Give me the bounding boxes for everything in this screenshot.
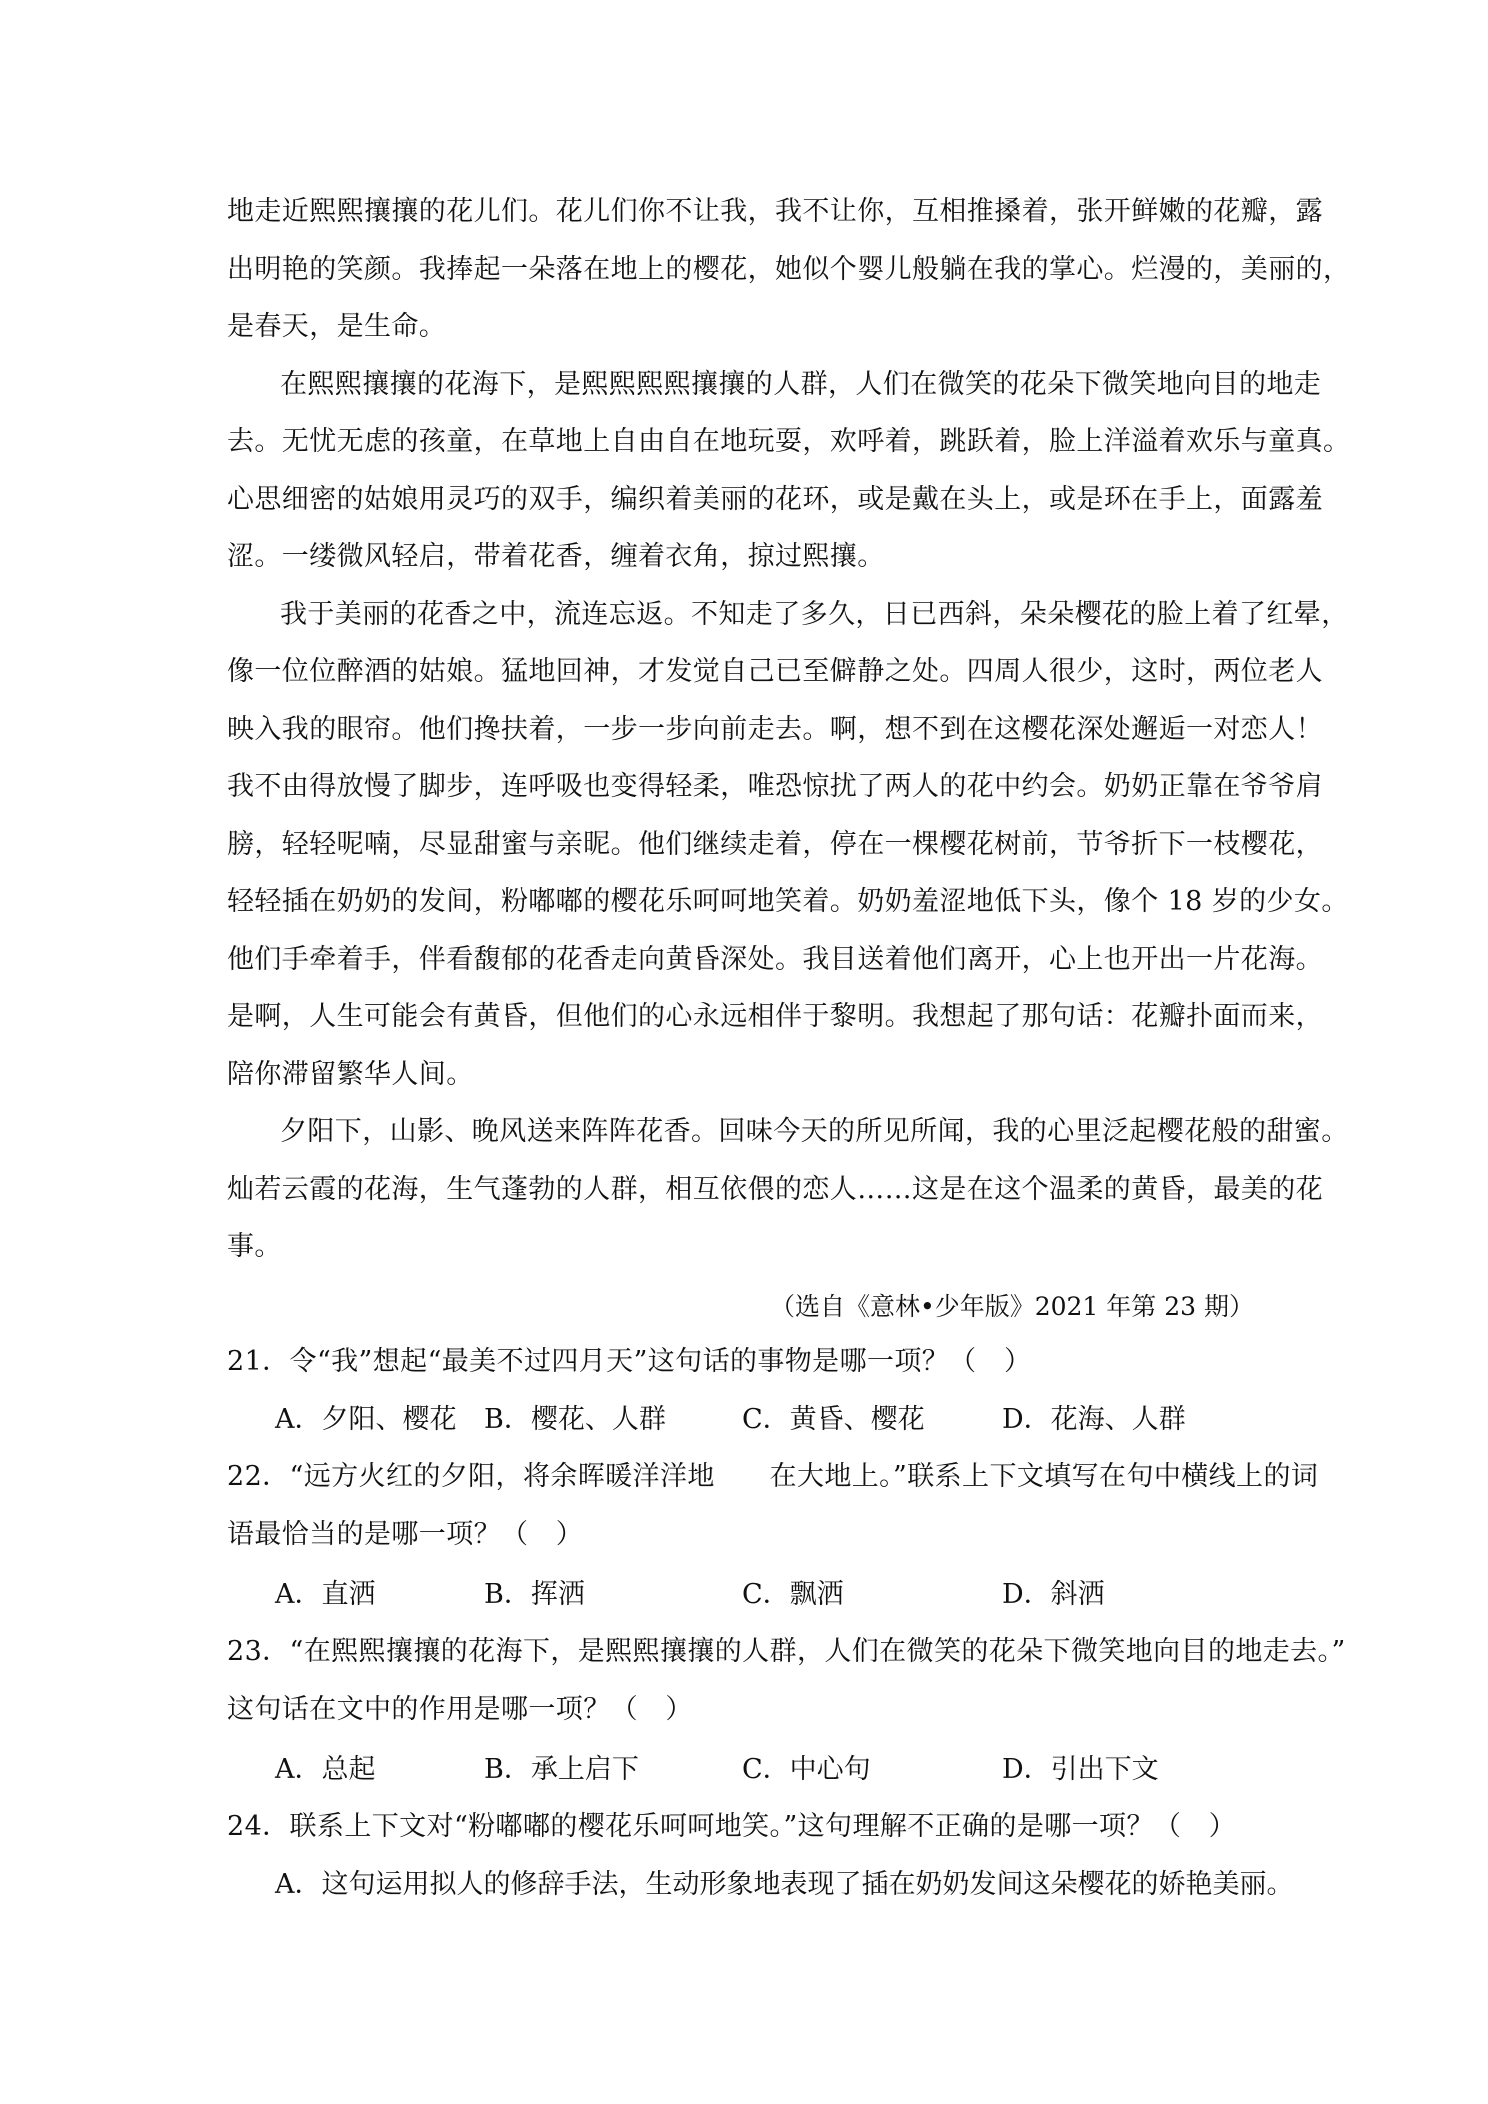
- passage-line: 事。: [227, 1231, 282, 1262]
- passage-line: 夕阳下，山影、晚风送来阵阵花香。回味今天的所见所闻，我的心里泛起樱花般的甜蜜。: [280, 1116, 1349, 1147]
- question-24-option-a[interactable]: A．这句运用拟人的修辞手法，生动形象地表现了插在奶奶发间这朵樱花的娇艳美丽。: [275, 1869, 1294, 1900]
- passage-line: 心思细密的姑娘用灵巧的双手，编织着美丽的花环，或是戴在头上，或是环在手上，面露羞: [227, 484, 1323, 515]
- passage-line: 陪你滞留繁华人间。: [227, 1059, 474, 1090]
- passage-line: 灿若云霞的花海，生气蓬勃的人群，相互依偎的恋人……这是在这个温柔的黄昏，最美的花: [227, 1174, 1323, 1205]
- question-22-stem: 22．“远方火红的夕阳，将余晖暖洋洋地 在大地上。”联系上下文填写在句中横线上的词: [227, 1461, 1319, 1492]
- question-23-option-c[interactable]: C．中心句: [742, 1754, 871, 1785]
- question-23-stem: 这句话在文中的作用是哪一项？（ ）: [227, 1694, 693, 1725]
- question-23-option-a[interactable]: A．总起: [275, 1754, 376, 1785]
- passage-line: 在熙熙攘攘的花海下，是熙熙熙熙攘攘的人群，人们在微笑的花朵下微笑地向目的地走: [280, 369, 1322, 400]
- passage-line: 出明艳的笑颜。我捧起一朵落在地上的樱花，她似个婴儿般躺在我的掌心。烂漫的，美丽的，: [227, 254, 1351, 285]
- question-22-stem: 语最恰当的是哪一项？（ ）: [227, 1519, 584, 1550]
- passage-line: 去。无忧无虑的孩童，在草地上自由自在地玩耍，欢呼着，跳跃着，脸上洋溢着欢乐与童真。: [227, 426, 1351, 457]
- question-21-option-d[interactable]: D．花海、人群: [1002, 1404, 1186, 1435]
- question-21-option-a[interactable]: A．夕阳、樱花: [275, 1404, 457, 1435]
- passage-line: 轻轻插在奶奶的发间，粉嘟嘟的樱花乐呵呵地笑着。奶奶羞涩地低下头，像个 18 岁的少女。: [227, 886, 1349, 917]
- question-21-option-b[interactable]: B．樱花、人群: [484, 1404, 666, 1435]
- passage-line: 是啊，人生可能会有黄昏，但他们的心永远相伴于黎明。我想起了那句话：花瓣扑面而来，: [227, 1001, 1323, 1032]
- question-23-stem: 23．“在熙熙攘攘的花海下，是熙熙攘攘的人群，人们在微笑的花朵下微笑地向目的地走去。”: [227, 1636, 1346, 1667]
- passage-line: 地走近熙熙攘攘的花儿们。花儿们你不让我，我不让你，互相推搡着，张开鲜嫩的花瓣，露: [227, 196, 1323, 227]
- question-22-option-c[interactable]: C．飘洒: [742, 1579, 844, 1610]
- question-23-option-d[interactable]: D．引出下文: [1002, 1754, 1159, 1785]
- question-24-stem: 24．联系上下文对“粉嘟嘟的樱花乐呵呵地笑。”这句理解不正确的是哪一项？（ ）: [227, 1811, 1237, 1842]
- passage-line: 我于美丽的花香之中，流连忘返。不知走了多久，日已西斜，朵朵樱花的脸上着了红晕，: [280, 599, 1349, 630]
- passage-line: 像一位位醉酒的姑娘。猛地回神，才发觉自己已至僻静之处。四周人很少，这时，两位老人: [227, 656, 1323, 687]
- passage-line: 涩。一缕微风轻启，带着花香，缠着衣角，掠过熙攘。: [227, 541, 885, 572]
- question-22-option-b[interactable]: B．挥洒: [484, 1579, 585, 1610]
- question-22-option-a[interactable]: A．直洒: [275, 1579, 376, 1610]
- passage-line: 他们手牵着手，伴看馥郁的花香走向黄昏深处。我目送着他们离开，心上也开出一片花海。: [227, 944, 1323, 975]
- question-22-option-d[interactable]: D．斜洒: [1002, 1579, 1105, 1610]
- passage-line: 映入我的眼帘。他们搀扶着，一步一步向前走去。啊，想不到在这樱花深处邂逅一对恋人！: [227, 714, 1323, 745]
- question-23-option-b[interactable]: B．承上启下: [484, 1754, 639, 1785]
- passage-line: 膀，轻轻呢喃，尽显甜蜜与亲昵。他们继续走着，停在一棵樱花树前，节爷折下一枝樱花，: [227, 829, 1323, 860]
- question-21-stem: 21．令“我”想起“最美不过四月天”这句话的事物是哪一项？（ ）: [227, 1346, 1032, 1377]
- source-citation: （选自《意林•少年版》2021 年第 23 期）: [769, 1292, 1254, 1321]
- passage-line: 我不由得放慢了脚步，连呼吸也变得轻柔，唯恐惊扰了两人的花中约会。奶奶正靠在爷爷肩: [227, 771, 1323, 802]
- passage-line: 是春天，是生命。: [227, 311, 447, 342]
- question-21-option-c[interactable]: C．黄昏、樱花: [742, 1404, 925, 1435]
